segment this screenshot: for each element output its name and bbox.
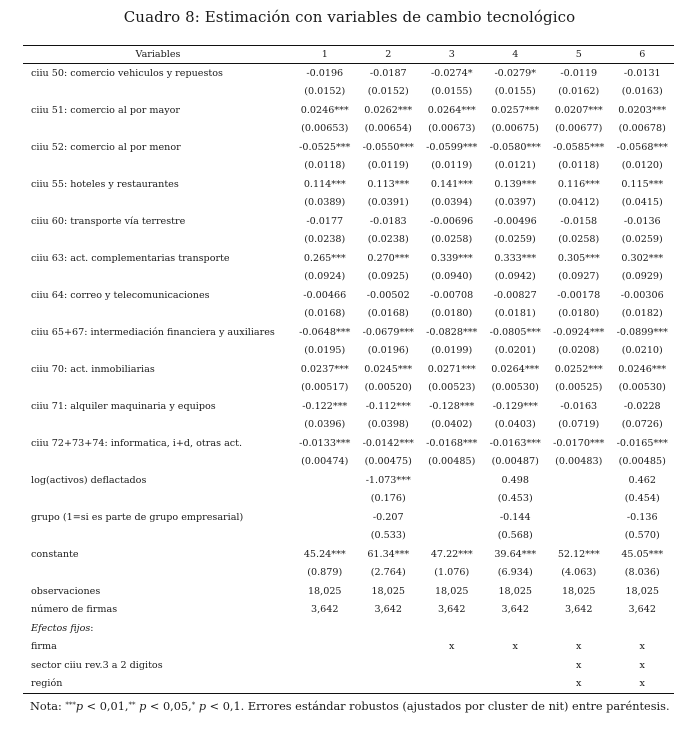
cell-col-3: 0.0271*** — [427, 363, 476, 375]
coef-row — [23, 175, 674, 194]
cell-col-3: -0.0168*** — [426, 437, 478, 449]
cell-col-2: (0.0398) — [367, 419, 409, 431]
cell-col-3 — [420, 527, 484, 546]
cell-col-2: 3,642 — [374, 604, 402, 616]
cell-col-6: (0.0120) — [621, 160, 663, 172]
fixed-effects-heading: Efectos fijos — [31, 622, 91, 634]
cell-col-1 — [293, 638, 357, 657]
row-label — [23, 416, 293, 435]
cell-col-5: -0.0158 — [560, 215, 598, 227]
cell-col-6: -0.0131 — [623, 67, 661, 79]
row-label: Efectos fijos: — [31, 622, 94, 634]
row-label: grupo (1=si es parte de grupo empresarial) — [31, 511, 244, 523]
cell-col-2: -0.207 — [372, 511, 404, 523]
cell-col-5: 0.305*** — [557, 252, 600, 264]
row-label: ciiu 64: correo y telecomunicaciones — [31, 289, 210, 301]
cell-col-2: -0.0550*** — [362, 141, 414, 153]
header-col-1: 1 — [321, 49, 328, 60]
cell-col-2: -0.0183 — [369, 215, 407, 227]
row-label: ciiu 63: act. complementarias transporte — [31, 252, 230, 264]
row-label: ciiu 70: act. inmobiliarias — [31, 363, 155, 375]
cell-col-2: -0.00502 — [366, 289, 410, 301]
cell-col-6: -0.136 — [626, 511, 658, 523]
cell-col-2: (0.00520) — [364, 382, 412, 394]
cell-col-3: 0.141*** — [430, 178, 473, 190]
coef-row — [23, 397, 674, 416]
se-row — [23, 231, 674, 250]
cell-col-6: -0.0228 — [623, 400, 661, 412]
cell-col-2: -1.073*** — [365, 474, 411, 486]
cell-col-6: (0.0163) — [621, 86, 663, 98]
cell-col-1: (0.0396) — [304, 419, 346, 431]
cell-col-3: (0.0394) — [431, 197, 473, 209]
row-label: ciiu 65+67: intermediación financiera y auxiliares — [31, 326, 275, 338]
cell-col-2: (0.0168) — [367, 308, 409, 320]
cell-col-3 — [420, 508, 484, 527]
cell-col-6: 0.302*** — [621, 252, 664, 264]
cell-col-3: -0.0828*** — [426, 326, 478, 338]
cell-col-3 — [420, 490, 484, 509]
coef-row — [23, 286, 674, 305]
cell-col-2: (0.00654) — [364, 123, 412, 135]
cell-col-6: (0.0259) — [621, 234, 663, 246]
cell-col-3: -0.00696 — [430, 215, 474, 227]
cell-col-3: -0.128*** — [429, 400, 475, 412]
cell-col-2: 0.270*** — [367, 252, 410, 264]
cell-col-1 — [293, 656, 357, 675]
row-label — [23, 490, 293, 509]
coef-row — [23, 249, 674, 268]
row-label: constante — [31, 548, 79, 560]
cell-col-1: (0.00474) — [301, 456, 349, 468]
cell-col-6: (0.0182) — [621, 308, 663, 320]
coef-row — [23, 64, 674, 83]
cell-col-6: 45.05*** — [621, 548, 664, 560]
cell-col-5: 0.116*** — [557, 178, 600, 190]
cell-col-3: (0.0940) — [431, 271, 473, 283]
row-label: número de firmas — [31, 604, 118, 616]
header-col-2: 2 — [385, 49, 392, 60]
cell-col-2 — [357, 675, 421, 694]
cell-col-3: (0.00485) — [428, 456, 476, 468]
fixed-effect-row — [23, 656, 674, 675]
cell-col-2: -0.0679*** — [362, 326, 414, 338]
cell-col-1: (0.00653) — [301, 123, 349, 135]
cell-col-2: (0.0196) — [367, 345, 409, 357]
cell-col-6: (0.0415) — [621, 197, 663, 209]
cell-col-2: 61.34*** — [367, 548, 410, 560]
cell-col-5: 3,642 — [565, 604, 593, 616]
cell-col-2: 0.0262*** — [364, 104, 413, 116]
cell-col-3: (0.00673) — [428, 123, 476, 135]
row-label: ciiu 72+73+74: informatica, i+d, otras act. — [31, 437, 243, 449]
row-label — [23, 268, 293, 287]
cell-col-4: -0.144 — [499, 511, 531, 523]
cell-col-1: (0.0152) — [304, 86, 346, 98]
cell-col-6: -0.00306 — [620, 289, 664, 301]
cell-col-5: 52.12*** — [557, 548, 600, 560]
cell-col-2: -0.0187 — [369, 67, 407, 79]
cell-col-2: (0.0238) — [367, 234, 409, 246]
header-col-4: 4 — [512, 49, 519, 60]
se-row — [23, 83, 674, 102]
cell-col-5 — [547, 508, 611, 527]
cell-col-4: 0.498 — [501, 474, 529, 486]
se-row — [23, 157, 674, 176]
se-row — [23, 268, 674, 287]
cell-col-6 — [611, 619, 675, 638]
cell-col-6: (0.0929) — [621, 271, 663, 283]
cell-col-5: 18,025 — [561, 585, 596, 597]
cell-col-3: 18,025 — [434, 585, 469, 597]
cell-col-4: -0.0279* — [494, 67, 537, 79]
cell-col-4: (0.0155) — [494, 86, 536, 98]
cell-col-3: x — [449, 641, 455, 653]
cell-col-1 — [293, 675, 357, 694]
cell-col-5: (0.0118) — [558, 160, 600, 172]
cell-col-3: -0.0274* — [430, 67, 473, 79]
row-label — [23, 120, 293, 139]
cell-col-1: 18,025 — [307, 585, 342, 597]
regression-table — [23, 45, 674, 694]
cell-col-5: (0.00483) — [555, 456, 603, 468]
cell-col-1 — [293, 490, 357, 509]
cell-col-1: -0.0177 — [306, 215, 344, 227]
cell-col-4: (0.00675) — [491, 123, 539, 135]
row-label — [23, 453, 293, 472]
cell-col-1 — [293, 619, 357, 638]
cell-col-1: -0.122*** — [302, 400, 348, 412]
cell-col-2 — [357, 619, 421, 638]
fixed-effect-row — [23, 675, 674, 694]
fixed-effects-heading-row — [23, 619, 674, 638]
coef-row — [23, 434, 674, 453]
header-row — [23, 46, 674, 64]
cell-col-3: 3,642 — [438, 604, 466, 616]
cell-col-5: (0.0162) — [558, 86, 600, 98]
cell-col-4: 3,642 — [501, 604, 529, 616]
row-label: ciiu 60: transporte vía terrestre — [31, 215, 186, 227]
cell-col-3 — [420, 471, 484, 490]
cell-col-5: -0.0170*** — [553, 437, 605, 449]
row-label — [23, 157, 293, 176]
row-label: firma — [31, 641, 57, 653]
cell-col-5: -0.00178 — [557, 289, 601, 301]
cell-col-1: 3,642 — [311, 604, 339, 616]
cell-col-6: (0.00485) — [618, 456, 666, 468]
cell-col-5: -0.0924*** — [553, 326, 605, 338]
cell-col-3: 0.0264*** — [427, 104, 476, 116]
cell-col-4: 39.64*** — [494, 548, 537, 560]
header-variables: Variables — [135, 49, 181, 60]
cell-col-6: x — [639, 659, 645, 671]
cell-col-6: (0.00678) — [618, 123, 666, 135]
cell-col-1: (0.0924) — [304, 271, 346, 283]
cell-col-4: (0.568) — [497, 530, 533, 542]
cell-col-4: 0.333*** — [494, 252, 537, 264]
row-label — [23, 342, 293, 361]
cell-col-4: 18,025 — [498, 585, 533, 597]
cell-col-3: (0.0180) — [431, 308, 473, 320]
cell-col-3 — [420, 675, 484, 694]
coef-row — [23, 101, 674, 120]
cell-col-4 — [484, 675, 548, 694]
cell-col-1: (0.0195) — [304, 345, 346, 357]
cell-col-1: (0.00517) — [301, 382, 349, 394]
cell-col-3: (0.0119) — [431, 160, 473, 172]
cell-col-5 — [547, 619, 611, 638]
cell-col-3: (1.076) — [434, 567, 470, 579]
se-row — [23, 416, 674, 435]
cell-col-1: (0.0118) — [304, 160, 346, 172]
se-row — [23, 379, 674, 398]
fixed-effect-row — [23, 638, 674, 657]
cell-col-3: -0.0599*** — [426, 141, 478, 153]
cell-col-3 — [420, 656, 484, 675]
row-label — [23, 231, 293, 250]
cell-col-2: -0.112*** — [365, 400, 411, 412]
cell-col-6: (0.0726) — [621, 419, 663, 431]
cell-col-2 — [357, 638, 421, 657]
cell-col-3: (0.0155) — [431, 86, 473, 98]
cell-col-2: (0.0391) — [367, 197, 409, 209]
cell-col-3: -0.00708 — [430, 289, 474, 301]
cell-col-5 — [547, 490, 611, 509]
cell-col-4: (0.0181) — [494, 308, 536, 320]
cell-col-2: (0.0925) — [367, 271, 409, 283]
cell-col-4: (0.0942) — [494, 271, 536, 283]
row-label: observaciones — [31, 585, 101, 597]
stat-row — [23, 582, 674, 601]
cell-col-6: -0.0568*** — [616, 141, 668, 153]
table-note: Nota: ***p < 0,01,** p < 0,05,* p < 0,1. Errores estándar robustos (ajustados por cluster de nit) entre paréntesis. — [30, 700, 670, 713]
cell-col-4: (0.0201) — [494, 345, 536, 357]
cell-col-3: (0.0402) — [431, 419, 473, 431]
cell-col-1: 45.24*** — [303, 548, 346, 560]
row-label — [23, 194, 293, 213]
cell-col-4: -0.0805*** — [489, 326, 541, 338]
cell-col-6: 0.0203*** — [618, 104, 667, 116]
cell-col-2: (0.176) — [370, 493, 406, 505]
coef-row — [23, 212, 674, 231]
cell-col-4: (0.0397) — [494, 197, 536, 209]
se-row — [23, 527, 674, 546]
coef-row — [23, 471, 674, 490]
cell-col-5: x — [576, 659, 582, 671]
cell-col-6: (0.570) — [624, 530, 660, 542]
cell-col-5: (0.0719) — [558, 419, 600, 431]
cell-col-5: (0.00525) — [555, 382, 603, 394]
cell-col-6: (0.454) — [624, 493, 660, 505]
cell-col-6: (0.00530) — [618, 382, 666, 394]
stat-row — [23, 601, 674, 620]
cell-col-5 — [547, 527, 611, 546]
cell-col-5: (0.0927) — [558, 271, 600, 283]
row-label: ciiu 51: comercio al por mayor — [31, 104, 180, 116]
cell-col-3: (0.0199) — [431, 345, 473, 357]
cell-col-1 — [293, 471, 357, 490]
table-caption: Cuadro 8: Estimación con variables de cambio tecnológico — [123, 8, 576, 26]
cell-col-2: 0.113*** — [367, 178, 410, 190]
cell-col-5: x — [576, 678, 582, 690]
header-col-3: 3 — [448, 49, 455, 60]
cell-col-1 — [293, 508, 357, 527]
table-body — [23, 64, 674, 694]
cell-col-4: -0.00496 — [493, 215, 537, 227]
row-label — [23, 564, 293, 583]
cell-col-4: 0.0264*** — [491, 363, 540, 375]
cell-col-6: x — [639, 678, 645, 690]
coef-row — [23, 545, 674, 564]
cell-col-5: x — [576, 641, 582, 653]
cell-col-3: 0.339*** — [430, 252, 473, 264]
cell-col-5: (0.0180) — [558, 308, 600, 320]
cell-col-6: 3,642 — [628, 604, 656, 616]
cell-col-6: -0.0136 — [623, 215, 661, 227]
cell-col-5: (0.00677) — [555, 123, 603, 135]
cell-col-4: -0.0580*** — [489, 141, 541, 153]
row-label: región — [31, 678, 63, 690]
coef-row — [23, 138, 674, 157]
cell-col-5: 0.0207*** — [554, 104, 603, 116]
cell-col-1: 0.0246*** — [300, 104, 349, 116]
cell-col-1 — [293, 527, 357, 546]
cell-col-1: (0.0238) — [304, 234, 346, 246]
cell-col-5: -0.0119 — [560, 67, 598, 79]
coef-row — [23, 323, 674, 342]
cell-col-4: -0.129*** — [492, 400, 538, 412]
coef-row — [23, 508, 674, 527]
cell-col-1: -0.0525*** — [299, 141, 351, 153]
row-label: sector ciiu rev.3 a 2 digitos — [31, 659, 163, 671]
cell-col-3: 47.22*** — [430, 548, 473, 560]
se-row — [23, 490, 674, 509]
cell-col-4: (0.00487) — [491, 456, 539, 468]
cell-col-1: 0.114*** — [303, 178, 346, 190]
row-label: ciiu 55: hoteles y restaurantes — [31, 178, 179, 190]
header-col-5: 5 — [575, 49, 582, 60]
cell-col-6: 0.115*** — [621, 178, 664, 190]
cell-col-1: -0.00466 — [303, 289, 347, 301]
se-row — [23, 120, 674, 139]
cell-col-2 — [357, 656, 421, 675]
cell-col-6: -0.0165*** — [616, 437, 668, 449]
row-label — [23, 83, 293, 102]
cell-col-4: (0.453) — [497, 493, 533, 505]
cell-col-2: (0.0119) — [367, 160, 409, 172]
cell-col-1: 0.0237*** — [300, 363, 349, 375]
cell-col-4: x — [512, 641, 518, 653]
cell-col-6: 0.0246*** — [618, 363, 667, 375]
row-label: log(activos) deflactados — [31, 474, 147, 486]
cell-col-1: (0.0168) — [304, 308, 346, 320]
cell-col-6: (8.036) — [624, 567, 660, 579]
cell-col-6: 18,025 — [625, 585, 660, 597]
cell-col-2: (0.0152) — [367, 86, 409, 98]
se-row — [23, 453, 674, 472]
cell-col-1: 0.265*** — [303, 252, 346, 264]
cell-col-4: (0.0403) — [494, 419, 536, 431]
cell-col-2: (2.764) — [370, 567, 406, 579]
row-label: ciiu 71: alquiler maquinaria y equipos — [31, 400, 216, 412]
cell-col-1: (0.0389) — [304, 197, 346, 209]
cell-col-4: (0.0259) — [494, 234, 536, 246]
se-row — [23, 342, 674, 361]
header-col-6: 6 — [639, 49, 646, 60]
row-label — [23, 527, 293, 546]
row-label — [23, 379, 293, 398]
cell-col-4 — [484, 619, 548, 638]
cell-col-4: -0.00827 — [493, 289, 537, 301]
cell-col-4: 0.0257*** — [491, 104, 540, 116]
row-label: ciiu 52: comercio al por menor — [31, 141, 181, 153]
cell-col-4: 0.139*** — [494, 178, 537, 190]
cell-col-5 — [547, 471, 611, 490]
cell-col-1: -0.0133*** — [299, 437, 351, 449]
cell-col-3: (0.00523) — [428, 382, 476, 394]
cell-col-5: 0.0252*** — [554, 363, 603, 375]
row-label — [23, 305, 293, 324]
cell-col-2: (0.533) — [370, 530, 406, 542]
se-row — [23, 564, 674, 583]
cell-col-4: (0.00530) — [491, 382, 539, 394]
cell-col-1: -0.0648*** — [299, 326, 351, 338]
cell-col-3: (0.0258) — [431, 234, 473, 246]
se-row — [23, 305, 674, 324]
cell-col-4: (0.0121) — [494, 160, 536, 172]
regression-table-container — [23, 45, 674, 694]
se-row — [23, 194, 674, 213]
cell-col-3 — [420, 619, 484, 638]
cell-col-2: -0.0142*** — [362, 437, 414, 449]
cell-col-5: -0.0163 — [560, 400, 598, 412]
cell-col-2: 18,025 — [371, 585, 406, 597]
cell-col-5: -0.0585*** — [553, 141, 605, 153]
cell-col-1: (0.879) — [307, 567, 343, 579]
coef-row — [23, 360, 674, 379]
row-label: ciiu 50: comercio vehiculos y repuestos — [31, 67, 223, 79]
cell-col-6: 0.462 — [628, 474, 656, 486]
cell-col-2: (0.00475) — [364, 456, 412, 468]
cell-col-1: -0.0196 — [306, 67, 344, 79]
cell-col-6: -0.0899*** — [616, 326, 668, 338]
cell-col-5: (0.0208) — [558, 345, 600, 357]
cell-col-4: -0.0163*** — [489, 437, 541, 449]
cell-col-5: (4.063) — [561, 567, 597, 579]
cell-col-6: (0.0210) — [621, 345, 663, 357]
cell-col-5: (0.0412) — [558, 197, 600, 209]
cell-col-2: 0.0245*** — [364, 363, 413, 375]
cell-col-4: (6.934) — [497, 567, 533, 579]
cell-col-6: x — [639, 641, 645, 653]
cell-col-4 — [484, 656, 548, 675]
cell-col-5: (0.0258) — [558, 234, 600, 246]
